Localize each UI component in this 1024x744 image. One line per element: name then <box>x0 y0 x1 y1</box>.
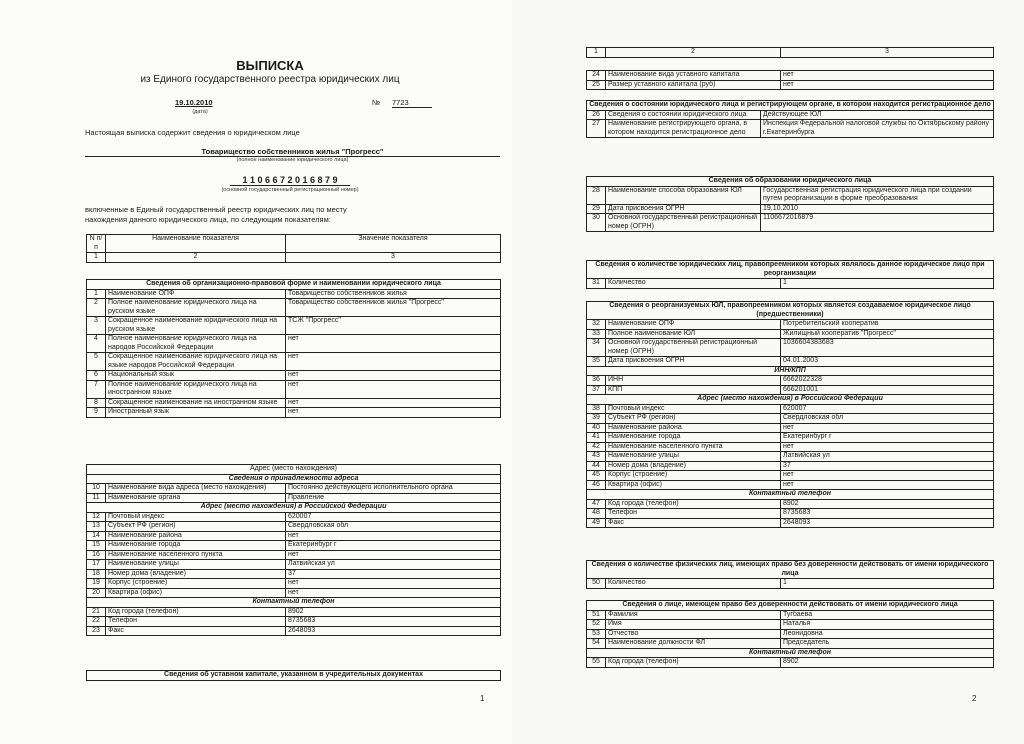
table-row <box>87 541 501 551</box>
row-number: 18 <box>87 569 106 579</box>
indicator-value: нет <box>286 408 501 418</box>
indicator-value: 8902 <box>781 658 994 668</box>
indicator-value: нет <box>781 71 994 81</box>
indicator-value: 6662022328 <box>781 376 994 386</box>
page-2 <box>512 0 1024 744</box>
indicator-value: 1106672016879 <box>761 214 994 232</box>
row-number: 34 <box>587 339 606 357</box>
col-index: 2 <box>106 253 286 263</box>
indicator-value: Товарищество собственников жилья <box>286 289 501 299</box>
indicator-name: Телефон <box>106 617 286 627</box>
indicator-value: нет <box>781 423 994 433</box>
indicator-value: нет <box>286 398 501 408</box>
indicator-value: 8902 <box>781 499 994 509</box>
date-caption: (дата) <box>192 109 208 115</box>
row-number: 4 <box>87 335 106 353</box>
indicator-value: нет <box>781 442 994 452</box>
table-row <box>587 71 994 81</box>
number-label: № <box>372 98 381 107</box>
indicator-name: Наименование района <box>106 531 286 541</box>
indicator-value: нет <box>286 335 501 353</box>
indicator-value: Свердловская обл <box>286 522 501 532</box>
indicator-value: Латвийская ул <box>286 560 501 570</box>
row-number: 25 <box>587 80 606 90</box>
table-row <box>587 376 994 386</box>
extract-number: 7723 <box>392 98 432 108</box>
indicator-value: 8735683 <box>781 509 994 519</box>
col-index: 2 <box>606 48 781 58</box>
indicator-name: Наименование района <box>606 423 781 433</box>
indicator-value: Екатеринбург г <box>286 541 501 551</box>
section-heading: Сведения об организационно-правовой форме и наименовании юридического лица <box>87 280 501 290</box>
table-row <box>87 380 501 398</box>
page-number: 1 <box>480 694 485 703</box>
indicator-value: 8735683 <box>286 617 501 627</box>
capital-table <box>586 70 994 90</box>
row-number: 21 <box>87 607 106 617</box>
indicator-name: Дата присвоения ОГРН <box>606 357 781 367</box>
col-index: 3 <box>781 48 994 58</box>
row-number: 35 <box>587 357 606 367</box>
indicator-name: Наименование улицы <box>106 560 286 570</box>
indicator-value: нет <box>781 471 994 481</box>
subsection-heading: ИНН/КПП <box>587 366 994 376</box>
indicator-name: Корпус (строение) <box>106 579 286 589</box>
row-number: 55 <box>587 658 606 668</box>
table-row <box>587 629 994 639</box>
indicator-value: Жилищный кооператив "Прогресс" <box>781 329 994 339</box>
indicator-value: 19.10.2010 <box>761 204 994 214</box>
row-number: 54 <box>587 639 606 649</box>
indicator-value: Инспекция Федеральной налоговой службы по Октябрьскому району г.Екатеринбурга <box>761 120 994 138</box>
section-heading: Сведения о количестве юридических лиц, правопреемником которых являлось данное юридическое лицо при реорганизации <box>587 261 994 279</box>
document-subtitle: из Единого государственного реестра юридических лиц <box>140 74 400 85</box>
indicator-name: Национальный язык <box>106 371 286 381</box>
indicator-value: 37 <box>781 461 994 471</box>
table-row <box>587 120 994 138</box>
indicator-value: 2648093 <box>781 518 994 528</box>
table-row <box>87 398 501 408</box>
row-number: 31 <box>587 279 606 289</box>
org-name-caption: (полное наименование юридического лица) <box>236 157 349 163</box>
indicator-name: Сокращенное наименование юридического лица на языке народов Российской Федерации <box>106 353 286 371</box>
indicator-value: 04.01.2003 <box>781 357 994 367</box>
indicator-value: 1 <box>781 279 994 289</box>
table-row <box>87 493 501 503</box>
row-number: 11 <box>87 493 106 503</box>
table-row <box>587 329 994 339</box>
indicator-name: Наименование населенного пункта <box>606 442 781 452</box>
table-row <box>587 186 994 204</box>
row-number: 41 <box>587 433 606 443</box>
indicator-value: нет <box>286 588 501 598</box>
table-row <box>87 484 501 494</box>
indicator-name: Код города (телефон) <box>606 658 781 668</box>
indicator-name: Наименование города <box>606 433 781 443</box>
row-number: 33 <box>587 329 606 339</box>
table-row <box>587 509 994 519</box>
section-heading: Сведения об образовании юридического лица <box>587 177 994 187</box>
indicator-name: Полное наименование ЮЛ <box>606 329 781 339</box>
row-number: 38 <box>587 404 606 414</box>
indicator-name: Сокращенное наименование юридического лица на русском языке <box>106 317 286 335</box>
indicator-name: Наименование ОПФ <box>606 320 781 330</box>
row-number: 17 <box>87 560 106 570</box>
section-heading: Сведения о лице, имеющем право без доверенности действовать от имени юридического лица <box>587 601 994 611</box>
section-heading: Сведения о реорганизуемых ЮЛ, правопреемником которых является создаваемое юридическое лицо (предшественники) <box>587 302 994 320</box>
section-heading: Сведения о состоянии юридического лица и регистрирующем органе, в котором находится регистрационное дело <box>587 101 994 111</box>
indicator-name: Код города (телефон) <box>606 499 781 509</box>
col-index: 1 <box>87 253 106 263</box>
indicator-name: Наименование вида адреса (место нахождения) <box>106 484 286 494</box>
row-number: 49 <box>587 518 606 528</box>
indicator-value: 37 <box>286 569 501 579</box>
row-number: 26 <box>587 110 606 120</box>
row-number: 39 <box>587 414 606 424</box>
row-number: 7 <box>87 380 106 398</box>
table-row <box>587 279 994 289</box>
indicator-value: Товарищество собственников жилья "Прогресс" <box>286 299 501 317</box>
indicator-value: нет <box>781 480 994 490</box>
indicator-value: 1 <box>781 579 994 589</box>
row-number: 43 <box>587 452 606 462</box>
indicator-name: Субъект РФ (регион) <box>606 414 781 424</box>
table-row <box>587 639 994 649</box>
successor-count-table <box>586 260 994 289</box>
table-row <box>87 531 501 541</box>
predecessor-table <box>586 301 994 528</box>
row-number: 3 <box>87 317 106 335</box>
table-row <box>587 423 994 433</box>
table-row <box>587 320 994 330</box>
indicator-value: Потребительский кооператив <box>781 320 994 330</box>
table-row <box>87 371 501 381</box>
col-num-header: N п/п <box>87 235 106 253</box>
row-number: 44 <box>587 461 606 471</box>
indicator-name: Наименование улицы <box>606 452 781 462</box>
table-row <box>587 339 994 357</box>
indicator-name: Наименование органа <box>106 493 286 503</box>
table-row <box>87 317 501 335</box>
table-row <box>87 560 501 570</box>
subsection-heading: Контактный телефон <box>587 490 994 500</box>
table-row <box>587 110 994 120</box>
intro-text: Настоящая выписка содержит сведения о юридическом лице <box>85 128 300 137</box>
indicator-name: Размер уставного капитала (руб) <box>606 80 781 90</box>
indicator-value: нет <box>286 550 501 560</box>
indicator-value: Леонидовна <box>781 629 994 639</box>
table-row <box>87 588 501 598</box>
table-row <box>587 499 994 509</box>
row-number: 23 <box>87 626 106 636</box>
row-number: 2 <box>87 299 106 317</box>
section-heading: Сведения об уставном капитале, указанном в учредительных документах <box>87 671 501 681</box>
table-row <box>587 385 994 395</box>
table-row <box>87 512 501 522</box>
header-table <box>86 234 501 263</box>
indicator-name: Сведения о состоянии юридического лица <box>606 110 761 120</box>
indicator-name: Имя <box>606 620 781 630</box>
indicator-value: нет <box>781 80 994 90</box>
document-title: ВЫПИСКА <box>236 58 304 73</box>
table-row <box>87 550 501 560</box>
row-number: 16 <box>87 550 106 560</box>
table-row <box>587 452 994 462</box>
indicator-name: Сокращенное наименование на иностранном языке <box>106 398 286 408</box>
table-row <box>87 626 501 636</box>
row-number: 36 <box>587 376 606 386</box>
indicator-value: 2648093 <box>286 626 501 636</box>
indicator-value: Латвийская ул <box>781 452 994 462</box>
row-number: 10 <box>87 484 106 494</box>
table-row <box>587 204 994 214</box>
row-number: 1 <box>87 289 106 299</box>
indicator-name: Номер дома (владение) <box>106 569 286 579</box>
indicator-value: 620007 <box>781 404 994 414</box>
indicator-value: Правление <box>286 493 501 503</box>
table-row <box>587 414 994 424</box>
row-number: 42 <box>587 442 606 452</box>
table-row <box>587 480 994 490</box>
indicator-name: Корпус (строение) <box>606 471 781 481</box>
row-number: 12 <box>87 512 106 522</box>
indicator-value: 1036604383683 <box>781 339 994 357</box>
table-row <box>587 357 994 367</box>
indicator-name: Количество <box>606 579 781 589</box>
row-number: 52 <box>587 620 606 630</box>
table-row <box>87 569 501 579</box>
legal-form-table <box>86 279 501 418</box>
indicator-name: Квартира (офис) <box>606 480 781 490</box>
row-number: 50 <box>587 579 606 589</box>
indicator-value: Председатель <box>781 639 994 649</box>
indicator-name: Субъект РФ (регион) <box>106 522 286 532</box>
header-index-table <box>586 47 994 58</box>
indicator-value: нет <box>286 371 501 381</box>
included-text: включенные в Единый государственный реестр юридических лиц по месту нахождения данного юридического лица, по следующим показателям: <box>85 205 347 224</box>
row-number: 40 <box>587 423 606 433</box>
subsection-heading: Адрес (место нахождения) в Российской Федерации <box>87 503 501 513</box>
table-row <box>587 610 994 620</box>
indicator-value: нет <box>286 353 501 371</box>
indicator-name: Почтовый индекс <box>106 512 286 522</box>
indicator-name: Код города (телефон) <box>106 607 286 617</box>
row-number: 47 <box>587 499 606 509</box>
indicator-value: нет <box>286 380 501 398</box>
row-number: 20 <box>87 588 106 598</box>
ogrn-caption: (основной государственный регистрационный номер) <box>221 187 359 193</box>
row-number: 13 <box>87 522 106 532</box>
col-name-header: Наименование показателя <box>106 235 286 253</box>
row-number: 6 <box>87 371 106 381</box>
indicator-value: Государственная регистрация юридического лица при создании путем реорганизации в форме преобразования <box>761 186 994 204</box>
row-number: 48 <box>587 509 606 519</box>
subsection-heading: Контактный телефон <box>587 648 994 658</box>
row-number: 37 <box>587 385 606 395</box>
persons-count-table <box>586 560 994 589</box>
table-row <box>587 433 994 443</box>
row-number: 15 <box>87 541 106 551</box>
indicator-value: 620007 <box>286 512 501 522</box>
row-number: 30 <box>587 214 606 232</box>
indicator-name: Дата присвоения ОГРН <box>606 204 761 214</box>
formation-table <box>586 176 994 232</box>
table-row <box>587 80 994 90</box>
row-number: 46 <box>587 480 606 490</box>
indicator-name: Наименование регистрирующего органа, в котором находится регистрационное дело <box>606 120 761 138</box>
table-row <box>587 620 994 630</box>
indicator-name: Иностранный язык <box>106 408 286 418</box>
address-table <box>86 464 501 636</box>
table-row <box>87 353 501 371</box>
section-heading: Сведения о количестве физических лиц, имеющих право без доверенности действовать от имени юридического лица <box>587 561 994 579</box>
extract-date: 19.10.2010 <box>175 98 213 107</box>
indicator-name: КПП <box>606 385 781 395</box>
indicator-name: Наименование ОПФ <box>106 289 286 299</box>
table-row <box>87 617 501 627</box>
indicator-name: Наименование должности ФЛ <box>606 639 781 649</box>
row-number: 14 <box>87 531 106 541</box>
indicator-value: Екатеринбург г <box>781 433 994 443</box>
table-row <box>87 607 501 617</box>
row-number: 9 <box>87 408 106 418</box>
section-heading: Адрес (место нахождения) <box>87 465 501 475</box>
table-row <box>87 299 501 317</box>
table-row <box>587 442 994 452</box>
ogrn-number: 1 1 0 6 6 7 2 0 1 6 8 7 9 <box>230 175 350 186</box>
table-row <box>587 404 994 414</box>
subsection-heading: Адрес (место нахождения) в Российской Федерации <box>587 395 994 405</box>
indicator-value: Постоянно действующего исполнительного органа <box>286 484 501 494</box>
subsection-heading: Контактный телефон <box>87 598 501 608</box>
state-table <box>586 100 994 138</box>
indicator-name: Номер дома (владение) <box>606 461 781 471</box>
indicator-value: Наталья <box>781 620 994 630</box>
indicator-name: Факс <box>606 518 781 528</box>
indicator-name: ИНН <box>606 376 781 386</box>
row-number: 24 <box>587 71 606 81</box>
indicator-name: Факс <box>106 626 286 636</box>
row-number: 27 <box>587 120 606 138</box>
col-value-header: Значение показателя <box>286 235 501 253</box>
table-row <box>587 518 994 528</box>
indicator-name: Полное наименование юридического лица на иностранном языке <box>106 380 286 398</box>
table-row <box>87 522 501 532</box>
table-row <box>587 579 994 589</box>
indicator-name: Квартира (офис) <box>106 588 286 598</box>
indicator-name: Наименование населенного пункта <box>106 550 286 560</box>
indicator-name: Основной государственный регистрационный номер (ОГРН) <box>606 214 761 232</box>
table-row <box>87 408 501 418</box>
indicator-value: ТСЖ "Прогресс" <box>286 317 501 335</box>
indicator-value: 666201001 <box>781 385 994 395</box>
indicator-value: Тугбаева <box>781 610 994 620</box>
row-number: 53 <box>587 629 606 639</box>
indicator-name: Полное наименование юридического лица на народов Российской Федерации <box>106 335 286 353</box>
indicator-name: Полное наименование юридического лица на русском языке <box>106 299 286 317</box>
subsection-heading: Сведения о принадлежности адреса <box>87 474 501 484</box>
indicator-name: Фамилия <box>606 610 781 620</box>
row-number: 32 <box>587 320 606 330</box>
table-row <box>587 214 994 232</box>
table-row <box>87 289 501 299</box>
authorized-person-table <box>586 600 994 668</box>
indicator-value: Свердловская обл <box>781 414 994 424</box>
indicator-value: нет <box>286 579 501 589</box>
table-row <box>87 335 501 353</box>
indicator-name: Наименование способа образования ЮЛ <box>606 186 761 204</box>
indicator-name: Наименование вида уставного капитала <box>606 71 781 81</box>
indicator-name: Количество <box>606 279 781 289</box>
row-number: 29 <box>587 204 606 214</box>
table-row <box>587 471 994 481</box>
row-number: 28 <box>587 186 606 204</box>
indicator-name: Телефон <box>606 509 781 519</box>
capital-heading-table <box>86 670 501 681</box>
row-number: 22 <box>87 617 106 627</box>
organization-name: Товарищество собственников жилья "Прогресс" <box>85 147 500 157</box>
row-number: 19 <box>87 579 106 589</box>
indicator-name: Почтовый индекс <box>606 404 781 414</box>
indicator-name: Основной государственный регистрационный номер (ОГРН) <box>606 339 781 357</box>
indicator-name: Отчество <box>606 629 781 639</box>
indicator-name: Наименование города <box>106 541 286 551</box>
col-index: 1 <box>587 48 606 58</box>
page-number: 2 <box>972 694 977 703</box>
table-row <box>587 658 994 668</box>
row-number: 5 <box>87 353 106 371</box>
table-row <box>587 461 994 471</box>
row-number: 51 <box>587 610 606 620</box>
table-row <box>87 579 501 589</box>
col-index: 3 <box>286 253 501 263</box>
row-number: 8 <box>87 398 106 408</box>
indicator-value: Действующее ЮЛ <box>761 110 994 120</box>
indicator-value: 8902 <box>286 607 501 617</box>
row-number: 45 <box>587 471 606 481</box>
indicator-value: нет <box>286 531 501 541</box>
